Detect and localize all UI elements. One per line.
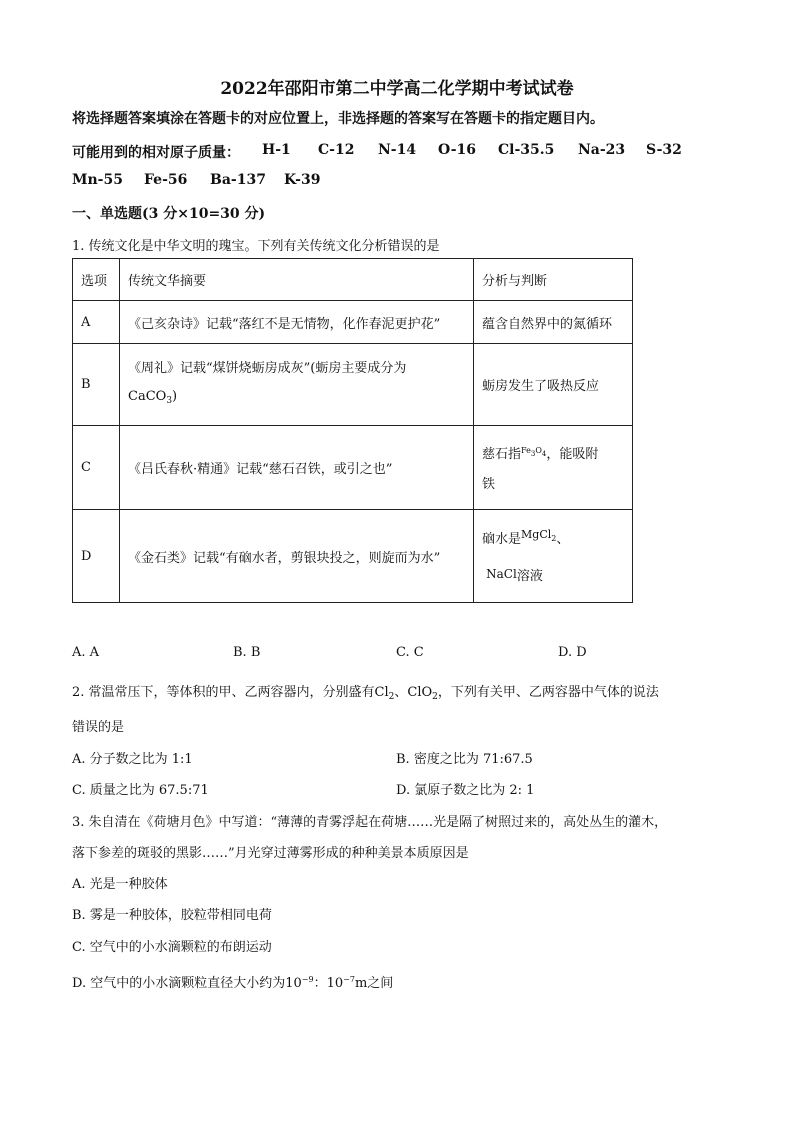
analysis-text: ，能吸附: [546, 446, 599, 462]
q2-stem: [72, 681, 659, 702]
separator: ：: [313, 976, 327, 991]
row-analysis-line1: [482, 518, 624, 557]
q2-stem-text: ，下列有关甲、乙两容器中气体的说法: [437, 685, 659, 700]
header-summary: 传统文华摘要: [120, 259, 474, 301]
analysis-text: 硇水是: [482, 532, 522, 547]
close-paren: ): [172, 388, 178, 404]
row-summary-line1: 《周礼》记载“煤饼烧蛎房成灰”(蛎房主要成分为: [128, 360, 407, 376]
power-base: 10: [326, 976, 344, 991]
separator: 、: [394, 685, 408, 700]
table-row: [73, 301, 633, 344]
formula-subscript: 3: [166, 395, 173, 406]
row-analysis-line2: 铁: [482, 476, 496, 492]
formula-subscript: 3: [530, 449, 536, 458]
q2-stem-line2: 错误的是: [72, 720, 125, 735]
q2-choice-a: A. 分子数之比为 1:1: [72, 752, 193, 767]
row-analysis-line1: [482, 436, 624, 470]
q3-choice-d-text: D. 空气中的小水滴颗粒直径大小约为: [72, 976, 286, 991]
clo2-formula: ClO: [407, 685, 433, 700]
q1-choice-d: D. D: [558, 645, 587, 660]
atomic-mass-o: O-16: [438, 142, 477, 158]
atomic-mass-n: N-14: [378, 142, 417, 158]
formula-subscript: 2: [388, 692, 395, 702]
q1-choice-b: B. B: [233, 645, 261, 660]
atomic-mass-k: K-39: [284, 172, 321, 188]
q3-choice-c: C. 空气中的小水滴颗粒的布朗运动: [72, 940, 272, 955]
power-exponent: −7: [343, 975, 355, 984]
header-analysis: 分析与判断: [474, 259, 633, 301]
atomic-mass-na: Na-23: [578, 142, 626, 158]
cl2-formula: Cl: [374, 685, 389, 700]
row-summary-line2: [128, 383, 465, 415]
section-heading: 一、单选题(3 分×10=30 分): [72, 206, 266, 222]
header-option: 选项: [73, 259, 120, 301]
q3-choice-a: A. 光是一种胶体: [72, 877, 168, 892]
table-row: [73, 510, 633, 603]
q3-stem-line2: 落下参差的斑驳的黑影……”月光穿过薄雾形成的种种美景本质原因是: [72, 846, 469, 861]
row-summary: 《己亥杂诗》记载“落红不是无情物，化作春泥更护花”: [120, 301, 474, 344]
row-analysis: 蛎房发生了吸热反应: [474, 344, 633, 426]
q2-choice-d: D. 氯原子数之比为 2: 1: [396, 783, 535, 798]
q3-choice-d: [72, 972, 393, 991]
row-analysis: [474, 510, 633, 603]
caco3-formula: CaCO: [128, 388, 167, 404]
atomic-mass-s: S-32: [646, 142, 682, 158]
q1-choice-c: C. C: [396, 645, 424, 660]
nacl-formula: NaCl: [486, 567, 517, 581]
atomic-mass-mn: Mn-55: [72, 172, 123, 188]
q3-stem-line1: 3. 朱自清在《荷塘月色》中写道：“薄薄的青雾浮起在荷塘……光是隔了树照过来的，高处丛生的灌木，: [72, 815, 668, 830]
formula-subscript: 2: [551, 534, 557, 543]
row-summary: 《金石类》记载“有硇水者，剪银块投之，则旋而为水”: [120, 510, 474, 603]
q3-choice-b: B. 雾是一种胶体，胶粒带相同电荷: [72, 908, 272, 923]
row-option: B: [73, 344, 120, 426]
q2-choice-c: C. 质量之比为 67.5:71: [72, 783, 209, 798]
q3-choice-d-text: 之间: [367, 976, 394, 991]
q1-table: [72, 258, 633, 603]
atomic-mass-cl: Cl-35.5: [498, 142, 555, 158]
atomic-mass-c: C-12: [318, 142, 355, 158]
table-row: [73, 344, 633, 426]
analysis-text: 慈石指: [482, 446, 522, 462]
row-summary: 《吕氏春秋·精通》记载“慈石召铁，或引之也”: [120, 426, 474, 510]
power-exponent: −9: [301, 975, 314, 984]
analysis-text: 、: [556, 532, 570, 547]
page-title: 2022年邵阳市第二中学高二化学期中考试试卷: [220, 79, 574, 99]
power-base: 10: [285, 976, 302, 991]
atomic-mass-ba: Ba-137: [210, 172, 266, 188]
unit: m: [354, 976, 368, 991]
table-row: [73, 426, 633, 510]
formula-subscript: 4: [541, 449, 547, 458]
row-option: A: [73, 301, 120, 344]
atomic-mass-h: H-1: [262, 142, 291, 158]
q1-choice-a: A. A: [72, 645, 100, 660]
q2-choice-b: B. 密度之比为 71:67.5: [396, 752, 533, 767]
atomic-mass-fe: Fe-56: [144, 172, 188, 188]
analysis-text: 溶液: [516, 569, 543, 584]
formula-subscript: 2: [432, 692, 438, 702]
table-header-row: [73, 259, 633, 301]
q2-stem-text: 2. 常温常压下，等体积的甲、乙两容器内，分别盛有: [72, 685, 375, 700]
mgcl2-formula: MgCl: [521, 528, 552, 541]
fe-formula: Fe: [521, 445, 531, 455]
row-analysis-line2: [482, 557, 624, 594]
row-analysis: 蕴含自然界中的氮循环: [474, 301, 633, 344]
row-summary: [120, 344, 474, 426]
row-analysis: [474, 426, 633, 510]
instruction: 将选择题答案填涂在答题卡的对应位置上，非选择题的答案写在答题卡的指定题目内。: [72, 111, 604, 127]
atomic-mass-label: 可能用到的相对原子质量：: [72, 145, 240, 161]
q1-stem: 1. 传统文化是中华文明的瑰宝。下列有关传统文化分析错误的是: [72, 239, 440, 254]
row-option: C: [73, 426, 120, 510]
o-formula: O: [535, 445, 542, 455]
row-option: D: [73, 510, 120, 603]
